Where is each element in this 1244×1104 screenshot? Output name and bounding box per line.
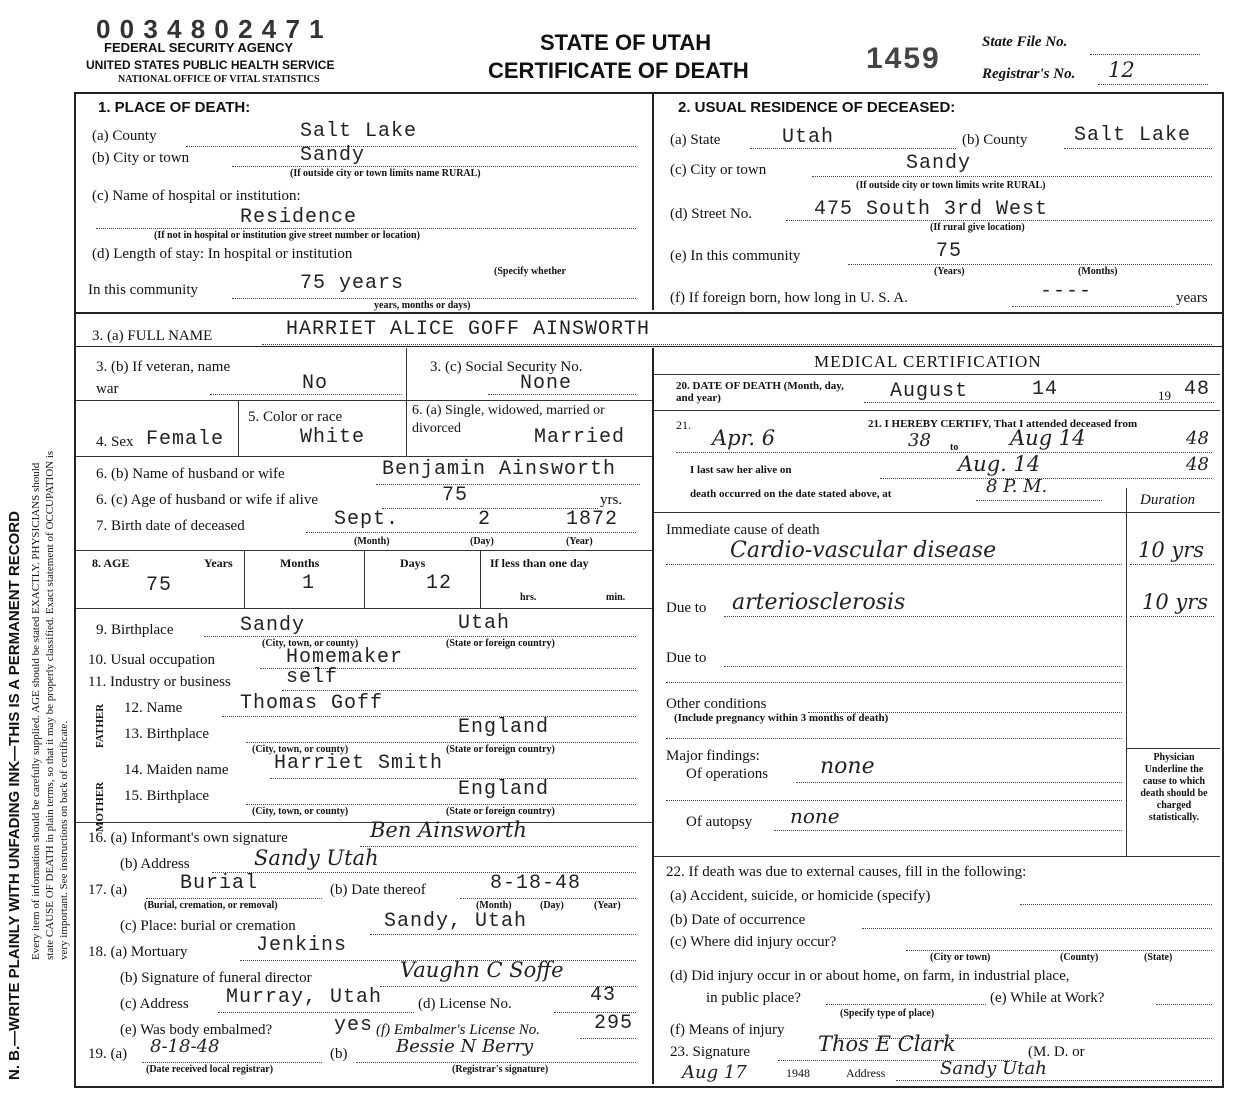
immediate-duration: 10 yrs bbox=[1138, 538, 1205, 562]
mortuary-address: Murray, Utah bbox=[226, 986, 383, 1009]
less-than-day-label: If less than one day bbox=[490, 556, 589, 570]
other-conditions-label: Other conditions bbox=[666, 696, 767, 712]
spouse-label: 6. (b) Name of husband or wife bbox=[96, 466, 285, 482]
res-street-note: (If rural give location) bbox=[930, 222, 1025, 233]
informant-label: 16. (a) Informant's own signature bbox=[88, 830, 288, 846]
received-note: (Date received local registrar) bbox=[146, 1064, 274, 1075]
burial-date-year: (Year) bbox=[594, 900, 621, 911]
spouse-age-unit: yrs. bbox=[600, 492, 623, 508]
sex: Female bbox=[146, 428, 225, 451]
external-d: (d) Did injury occur in or about home, on farm, in industrial place, bbox=[670, 968, 1070, 984]
immediate-cause: Cardio-vascular disease bbox=[730, 538, 997, 563]
death-city: Sandy bbox=[300, 144, 366, 167]
physician-signature: Thos E Clark bbox=[818, 1032, 956, 1056]
ssn-label: 3. (c) Social Security No. bbox=[430, 359, 583, 375]
mortuary: Jenkins bbox=[256, 934, 348, 957]
hospital-note: (If not in hospital or institution give street number or location) bbox=[154, 230, 420, 241]
age-days: 12 bbox=[426, 572, 453, 595]
min-label: min. bbox=[606, 592, 626, 603]
res-foreign-unit: years bbox=[1176, 290, 1208, 306]
death-county: Salt Lake bbox=[300, 120, 418, 143]
res-city: Sandy bbox=[906, 152, 972, 175]
res-foreign: ---- bbox=[1040, 280, 1093, 303]
mother-bp-note1: (City, town, or county) bbox=[252, 806, 349, 817]
res-community: 75 bbox=[936, 240, 963, 263]
stay-note: (Specify whether bbox=[494, 266, 566, 277]
industry-label: 11. Industry or business bbox=[88, 674, 231, 690]
attended-to-word: to bbox=[950, 442, 959, 453]
due-to-2-label: Due to bbox=[666, 650, 707, 666]
attended-from: Apr. 6 bbox=[712, 426, 776, 450]
community-stay-label: In this community bbox=[88, 282, 198, 298]
due-to-1-label: Due to bbox=[666, 600, 707, 616]
full-name-label: 3. (a) FULL NAME bbox=[92, 328, 213, 344]
item-21: 21. bbox=[676, 418, 691, 432]
death-day: 14 bbox=[1032, 378, 1059, 401]
mother-bp-note2: (State or foreign country) bbox=[446, 806, 555, 817]
sex-label: 4. Sex bbox=[96, 434, 134, 450]
external-c-city: (City or town) bbox=[930, 952, 991, 963]
birth-day: 2 bbox=[478, 508, 492, 531]
burial-method-note: (Burial, cremation, or removal) bbox=[144, 900, 278, 911]
burial-date-day: (Day) bbox=[540, 900, 564, 911]
external-heading: 22. If death was due to external causes, fill in the following: bbox=[666, 864, 1027, 880]
external-f: (f) Means of injury bbox=[670, 1022, 785, 1038]
place-of-death-heading: 1. PLACE OF DEATH: bbox=[98, 99, 251, 116]
signature-year: 1948 bbox=[786, 1066, 810, 1080]
mortuary-address-label: (c) Address bbox=[120, 996, 189, 1012]
death-year-prefix: 19 bbox=[1158, 388, 1171, 403]
mother-birthplace: England bbox=[458, 778, 550, 801]
death-year: 48 bbox=[1184, 378, 1211, 401]
director-label: (b) Signature of funeral director bbox=[120, 970, 312, 986]
registrar-number: 12 bbox=[1108, 58, 1135, 82]
full-name: HARRIET ALICE GOFF AINSWORTH bbox=[286, 318, 651, 341]
physician-note: Physician Underline the cause to which death should be charged statistically. bbox=[1140, 752, 1208, 823]
side-note-line2: state CAUSE OF DEATH in plain terms, so that it may be properly classified. Exact statement of OCCUPATION is bbox=[44, 450, 56, 960]
burial-method: Burial bbox=[180, 872, 259, 895]
occupation-label: 10. Usual occupation bbox=[88, 652, 216, 668]
veteran-label: 3. (b) If veteran, name war bbox=[96, 359, 231, 397]
last-seen-label: I last saw her alive on bbox=[690, 464, 792, 476]
agency-line3: NATIONAL OFFICE OF VITAL STATISTICS bbox=[118, 74, 320, 85]
res-city-label: (c) City or town bbox=[670, 162, 767, 178]
res-state: Utah bbox=[782, 126, 835, 149]
attended-from-year: 38 bbox=[908, 430, 931, 451]
death-time: 8 P. M. bbox=[986, 476, 1048, 497]
due-to-1: arteriosclerosis bbox=[732, 590, 906, 615]
burial-label: 17. (a) bbox=[88, 882, 128, 898]
father-name-label: 12. Name bbox=[124, 700, 183, 716]
hrs-label: hrs. bbox=[520, 592, 537, 603]
received-date: 8-18-48 bbox=[150, 1036, 220, 1057]
age-label: 8. AGE bbox=[92, 556, 130, 570]
form-frame bbox=[74, 92, 1224, 1088]
color: White bbox=[300, 426, 366, 449]
birth-date-label: 7. Birth date of deceased bbox=[96, 518, 245, 534]
signature-date: Aug 17 bbox=[682, 1062, 747, 1083]
father-side-label: FATHER bbox=[94, 703, 106, 748]
due-to-1-duration: 10 yrs bbox=[1142, 590, 1209, 614]
father-bp-note2: (State or foreign country) bbox=[446, 744, 555, 755]
embalmer-license: 295 bbox=[594, 1012, 634, 1035]
external-a: (a) Accident, suicide, or homicide (specify) bbox=[670, 888, 931, 904]
mother-birthplace-label: 15. Birthplace bbox=[124, 788, 209, 804]
birth-year: 1872 bbox=[566, 508, 619, 531]
registrar-sig-note: (Registrar's signature) bbox=[452, 1064, 549, 1075]
registrar-label: Registrar's No. bbox=[982, 66, 1076, 82]
industry: self bbox=[286, 666, 339, 689]
md-label: (M. D. or bbox=[1028, 1044, 1085, 1060]
stamp-number: 0 0 3 4 8 0 2 4 7 1 bbox=[96, 14, 325, 44]
res-state-label: (a) State bbox=[670, 132, 721, 148]
file-stamp: 1459 bbox=[866, 42, 941, 75]
burial-date-label: (b) Date thereof bbox=[330, 882, 426, 898]
marital-label: 6. (a) Single, widowed, married or divorced bbox=[412, 403, 605, 436]
mortuary-label: 18. (a) Mortuary bbox=[88, 944, 188, 960]
res-county-label: (b) County bbox=[962, 132, 1028, 148]
agency-line2: UNITED STATES PUBLIC HEALTH SERVICE bbox=[86, 58, 335, 72]
res-street: 475 South 3rd West bbox=[814, 198, 1049, 221]
certify-label: 21. I HEREBY CERTIFY, That I attended deceased from bbox=[868, 418, 1138, 430]
side-note-main: N. B.—WRITE PLAINLY WITH UNFADING INK—THIS IS A PERMANENT RECORD bbox=[6, 511, 23, 1080]
operations-label: Of operations bbox=[686, 766, 769, 782]
external-d-note: (Specify type of place) bbox=[840, 1008, 935, 1019]
external-e: (e) While at Work? bbox=[990, 990, 1105, 1006]
immediate-cause-label: Immediate cause of death bbox=[666, 522, 820, 538]
autopsy-label: Of autopsy bbox=[686, 814, 753, 830]
certificate-title-1: STATE OF UTAH bbox=[540, 30, 712, 55]
res-city-note: (If outside city or town limits write RURAL) bbox=[856, 180, 1046, 191]
age-years: 75 bbox=[146, 574, 173, 597]
embalmer-license-label: (f) Embalmer's License No. bbox=[376, 1022, 541, 1038]
informant-address: Sandy Utah bbox=[254, 846, 379, 870]
attended-to-year: 48 bbox=[1186, 428, 1209, 449]
mother-side-label: MOTHER bbox=[94, 781, 106, 832]
stay-label: (d) Length of stay: In hospital or institution bbox=[92, 246, 353, 262]
mother-name-label: 14. Maiden name bbox=[124, 762, 229, 778]
burial-date-month: (Month) bbox=[476, 900, 512, 911]
res-foreign-label: (f) If foreign born, how long in U. S. A. bbox=[670, 290, 908, 306]
mother-name: Harriet Smith bbox=[274, 752, 444, 775]
community-stay: 75 years bbox=[300, 272, 405, 295]
residence-heading: 2. USUAL RESIDENCE OF DECEASED: bbox=[678, 99, 956, 116]
death-month: August bbox=[890, 380, 969, 403]
last-seen-year: 48 bbox=[1186, 454, 1209, 475]
birthplace-label: 9. Birthplace bbox=[96, 622, 174, 638]
birthplace-city: Sandy bbox=[240, 614, 306, 637]
external-d2: in public place? bbox=[706, 990, 801, 1006]
last-seen: Aug. 14 bbox=[958, 452, 1041, 476]
license: 43 bbox=[590, 984, 617, 1007]
hospital-label: (c) Name of hospital or institution: bbox=[92, 188, 301, 204]
birth-month: Sept. bbox=[334, 508, 400, 531]
death-city-note: (If outside city or town limits name RURAL) bbox=[290, 168, 481, 179]
other-conditions-note: (Include pregnancy within 3 months of death) bbox=[674, 712, 889, 724]
birthplace-note2: (State or foreign country) bbox=[446, 638, 555, 649]
spouse-age: 75 bbox=[442, 484, 469, 507]
res-street-label: (d) Street No. bbox=[670, 206, 753, 222]
death-county-label: (a) County bbox=[92, 128, 157, 144]
external-c-state: (State) bbox=[1144, 952, 1173, 963]
informant-address-label: (b) Address bbox=[120, 856, 190, 872]
age-years-label: Years bbox=[204, 556, 233, 570]
birthplace-note1: (City, town, or county) bbox=[262, 638, 359, 649]
birthplace-state: Utah bbox=[458, 612, 511, 635]
signature-address-label: Address bbox=[846, 1066, 886, 1080]
birth-month-caption: (Month) bbox=[354, 536, 390, 547]
received-label: 19. (a) bbox=[88, 1046, 128, 1062]
side-note-line3: very important. See instructions on back of certificate. bbox=[58, 720, 70, 960]
operations: none bbox=[820, 754, 875, 779]
res-years-label: (Years) bbox=[934, 266, 965, 277]
side-note-line1: Every item of information should be carefully supplied. AGE should be stated EXACTLY. PHYSICIANS should bbox=[30, 462, 42, 960]
father-birthplace-label: 13. Birthplace bbox=[124, 726, 209, 742]
medical-heading: MEDICAL CERTIFICATION bbox=[814, 352, 1042, 371]
spouse: Benjamin Ainsworth bbox=[382, 458, 617, 481]
occurred-label: death occurred on the date stated above, at bbox=[690, 488, 892, 500]
veteran: No bbox=[302, 372, 329, 395]
occupation: Homemaker bbox=[286, 646, 404, 669]
major-findings-label: Major findings: bbox=[666, 748, 760, 764]
state-file-label: State File No. bbox=[982, 34, 1068, 50]
certificate-title-2: CERTIFICATE OF DEATH bbox=[488, 58, 749, 83]
community-stay-note: years, months or days) bbox=[374, 300, 471, 311]
ssn: None bbox=[520, 372, 573, 395]
license-label: (d) License No. bbox=[418, 996, 512, 1012]
father-birthplace: England bbox=[458, 716, 550, 739]
burial-place: Sandy, Utah bbox=[384, 910, 528, 933]
res-community-label: (e) In this community bbox=[670, 248, 801, 264]
hospital-name: Residence bbox=[240, 206, 358, 229]
father-name: Thomas Goff bbox=[240, 692, 384, 715]
informant-signature: Ben Ainsworth bbox=[370, 818, 527, 842]
signature-address: Sandy Utah bbox=[940, 1058, 1047, 1079]
marital: Married bbox=[534, 426, 626, 449]
signature-label: 23. Signature bbox=[670, 1044, 750, 1060]
registrar-signature: Bessie N Berry bbox=[396, 1036, 534, 1057]
agency-line1: FEDERAL SECURITY AGENCY bbox=[104, 40, 294, 55]
age-months-label: Months bbox=[280, 556, 320, 570]
father-bp-note1: (City, town, or county) bbox=[252, 744, 349, 755]
birth-day-caption: (Day) bbox=[470, 536, 494, 547]
burial-place-label: (c) Place: burial or cremation bbox=[120, 918, 296, 934]
age-months: 1 bbox=[302, 572, 316, 595]
embalmed-label: (e) Was body embalmed? bbox=[120, 1022, 273, 1038]
res-months-label: (Months) bbox=[1078, 266, 1118, 277]
res-county: Salt Lake bbox=[1074, 124, 1192, 147]
registrar-sig-label: (b) bbox=[330, 1046, 348, 1062]
autopsy: none bbox=[790, 804, 840, 828]
burial-date: 8-18-48 bbox=[490, 872, 582, 895]
director-signature: Vaughn C Soffe bbox=[400, 958, 564, 982]
external-c-county: (County) bbox=[1060, 952, 1099, 963]
embalmed: yes bbox=[334, 1014, 374, 1037]
external-b: (b) Date of occurrence bbox=[670, 912, 806, 928]
age-days-label: Days bbox=[400, 556, 426, 570]
spouse-age-label: 6. (c) Age of husband or wife if alive bbox=[96, 492, 319, 508]
attended-to: Aug 14 bbox=[1010, 426, 1086, 450]
color-label: 5. Color or race bbox=[248, 409, 343, 425]
date-of-death-label: 20. DATE OF DEATH (Month, day, and year) bbox=[676, 380, 844, 404]
death-city-label: (b) City or town bbox=[92, 150, 190, 166]
external-c: (c) Where did injury occur? bbox=[670, 934, 837, 950]
duration-label: Duration bbox=[1140, 492, 1196, 508]
birth-year-caption: (Year) bbox=[566, 536, 593, 547]
